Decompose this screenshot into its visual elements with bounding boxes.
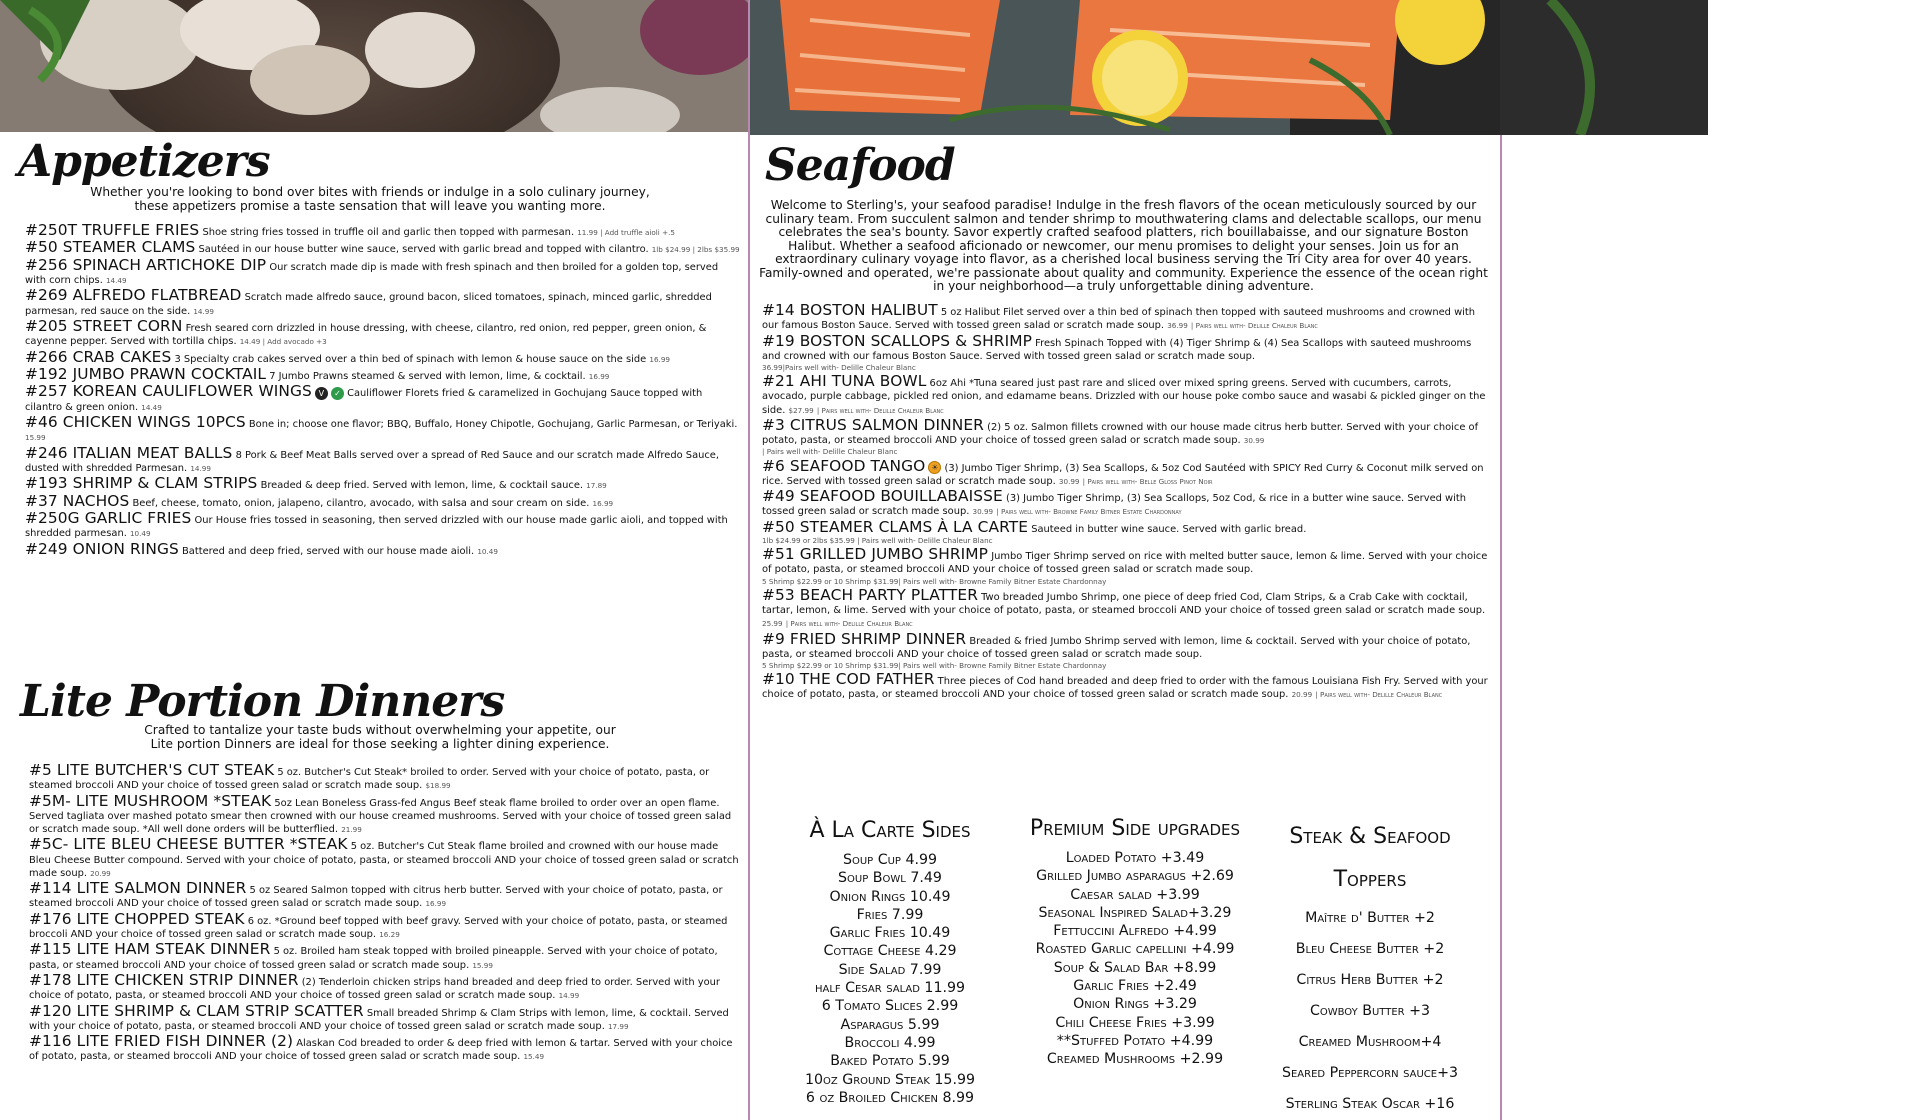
side-item: Baked Potato 5.99 [830,1053,950,1070]
menu-item [762,372,1492,417]
side-item: Loaded Potato +3.49 [1065,850,1205,866]
item-description: Our House fries tossed in seasoning, then served drizzled with our house made garlic aioli, and topped with shredded parmesan. [25,514,728,540]
toppers-title [1270,815,1470,901]
item-name: #53 BEACH PARTY PLATTER [762,585,979,604]
side-item: Onion Rings 10.49 [829,888,951,905]
item-name: #266 CRAB CAKES [25,347,172,366]
menu-item [25,443,740,475]
item-price: 16.99 [649,354,670,364]
menu-item [25,382,740,413]
side-item: Soup Cup 4.99 [842,852,938,868]
menu-item [762,331,1492,373]
toppers-title-line2: Toppers [1333,867,1407,892]
item-name: #21 AHI TUNA BOWL [762,372,927,391]
item-description: Jumbo Tiger Shrimp served on rice with melted butter sauce, lemon & lime. Served with your choice of potato, pasta, or steamed broccoli AND your choice of tossed green salad or scratch made soup. [762,551,1488,576]
menu-item [29,970,739,1002]
item-name: #37 NACHOS [25,491,130,510]
item-description: 5 oz Seared Salmon topped with citrus herb butter. Served with your choice of potato, pasta, or steamed broccoli AND your choice of tossed green salad or scratch made soup. [29,885,723,910]
side-item: half Cesar salad 11.99 [814,980,966,997]
item-price-note: 36.99|Pairs well with- Delille Chaleur Blanc [762,363,916,372]
side-item: Soup & Salad Bar +8.99 [1053,959,1217,976]
item-price: 36.99 [1167,321,1188,331]
clams-photo [0,0,748,132]
item-name: #3 CITRUS SALMON DINNER [762,415,984,434]
item-price-note: 1lb $24.99 or 2lbs $35.99 | Pairs well with- Delille Chaleur Blanc [762,535,993,545]
menu-item [762,415,1492,457]
item-price: 20.99 [1291,690,1313,700]
side-item: Garlic Fries +2.49 [1073,978,1197,995]
item-price-note: 5 Shrimp $22.99 or 10 Shrimp $31.99| Pairs well with- Browne Family Bitner Estate Chardonnay [762,660,1107,670]
item-description: Shoe string fries tossed in truffle oil and garlic then topped with parmesan. [202,227,575,238]
item-description: Our scratch made dip is made with fresh spinach and then broiled for a golden top, served with corn chips. [25,261,719,286]
side-item: Grilled Jumbo asparagus +2.69 [1036,868,1234,885]
item-description: Sautéed in our house butter wine sauce, served with garlic bread and topped with cilantro. [198,244,649,256]
item-price: 21.99 [341,825,362,834]
menu-item [25,238,740,257]
seafood-list [762,301,1492,704]
item-description: Breaded & fried Jumbo Shrimp served with lemon, lime & cocktail. Served with your choice of potato, pasta, or steamed broccoli AND your choice of tossed green salad or scratch made soup. [762,635,1471,660]
menu-item [25,491,740,510]
item-wine-pairing: | Pairs well with- Delille Chaleur Blanc [785,619,913,629]
item-price: 14.49 | Add avocado +3 [239,337,327,347]
item-name: #5M- LITE MUSHROOM *STEAK [29,791,272,810]
item-wine-pairing: | Pairs well with- Browne Family Bitner Estate Chardonnay [996,507,1182,517]
menu-item [25,316,740,348]
sides-section [780,817,1000,1107]
sides-list [780,851,1000,1107]
item-name: #192 JUMBO PRAWN COCKTAIL [25,364,267,383]
item-description: Bone in; choose one flavor; BBQ, Buffalo, Honey Chipotle, Gochujang, Garlic Parmesan, or Teriyaki. [248,418,738,430]
menu-item [25,286,740,317]
item-description: (2) Tenderloin chicken strips hand breaded and deep fried to order. Served with your choice of potato, pasta, or steamed broccoli AND your choice of tossed green salad or scratch made soup. [29,976,720,1002]
item-price: 1lb $24.99 | 2lbs $35.99 [651,245,740,255]
item-price: 15.49 [523,1052,545,1062]
seafood-heading: Seafood [765,140,955,191]
item-price: 14.99 [193,306,214,316]
item-price: 10.49 [129,529,151,539]
menu-item [25,255,740,287]
column-divider-right [1500,135,1502,1120]
sides-title: À La Carte Sides [809,818,971,843]
item-price: $27.99 [788,405,814,415]
menu-item [25,221,740,239]
menu-item [25,364,740,383]
item-description: Sauteed in butter wine sauce. Served with garlic bread. [1031,523,1307,535]
item-description: Two breaded Jumbo Shrimp, one piece of deep fried Cod, Clam Strips, & a Crab Cake with cocktail, tartar, lemon, & lime. Served with your choice of potato, pasta, or steamed broccoli AND your choice of tossed green salad or scratch made soup. [762,591,1486,616]
item-price: 30.99 [972,507,994,517]
menu-item [762,629,1492,671]
item-name: #205 STREET CORN [25,316,183,335]
item-price-note: | Pairs well with- Delille Chaleur Blanc [762,447,898,457]
item-description: Fresh seared corn drizzled in house dressing, with cheese, cilantro, red onion, red pepper, green onion, & cayenne pepper. Served with tortilla chips. [25,322,707,348]
item-description: Breaded & deep fried. Served with lemon, lime, & cocktail sauce. [260,480,584,492]
seafood-intro: Welcome to Sterling's, your seafood paradise! Indulge in the fresh flavors of the ocean meticulously sourced by our culinary team. From succulent salmon and tender shrimp to mouthwatering clams and delectable scallops, our menu celebrates the sea's bounty. Savor expertly crafted seafood platters, rich bouillabaisse, and our signature Boston Halibut. Whether a seafood aficionado or newcomer, our menu promises to delight your senses. Join us for an extraordinary culinary voyage into flavor, as a cherished local business serving the Tri City area for over 40 years. Family-owned and operated, we're passionate about quality and community. Experience the essence of the ocean right in your neighborhood—a truly unforgettable dining adventure. [759,198,1488,293]
item-description: 5oz Lean Boneless Grass-fed Angus Beef steak flame broiled to order over an open flame. Served tagliata over mashed potato smear then crowned with our house creamed mushrooms. Served with your choice of tossed green salad or scratch made soup. *All well done orders will be butterflied. [29,797,732,835]
item-name: #115 LITE HAM STEAK DINNER [29,940,271,959]
item-price: 16.99 [425,899,447,909]
appetizers-list [25,221,740,560]
side-item: Maître d' Butter +2 [1305,910,1435,926]
item-wine-pairing: | Pairs well with- Delille Chaleur Blanc [1190,321,1318,331]
menu-item [762,670,1492,701]
menu-item [29,835,739,880]
item-price: 11.99 | Add truffle aioli +.5 [577,228,675,237]
menu-item [25,347,740,366]
item-description: 6oz Ahi *Tuna seared just past rare and sliced over mixed spring greens. Served with cucumbers, carrots, avocado, purple cabbage, pickled red onion, and edamame beans. Drizzled with our house poke combo sauce and wasabi & pickled ginger on the side. [762,378,1486,416]
item-price: 16.99 [592,498,614,508]
menu-item [762,301,1492,332]
item-description: Alaskan Cod breaded to order & deep fried with lemon & tartar. Served with your choice of potato, pasta, or steamed broccoli AND your choice of tossed green salad or scratch made soup. [29,1038,733,1063]
item-description: Fresh Spinach Topped with (4) Tiger Shrimp & (4) Sea Scallops with sauteed mushrooms and crowned with our famous Boston Sauce. Served with tossed green salad or scratch made soup. [762,337,1472,362]
item-description: 7 Jumbo Prawns steamed & served with lemon, lime, & cocktail. [269,370,586,382]
item-price: 30.99 [1243,436,1265,446]
side-item: Soup Bowl 7.49 [838,870,942,887]
item-name: #249 ONION RINGS [25,539,179,558]
item-description: Cauliflower Florets fried & caramelized in Gochujang Sauce topped with cilantro & green onion. [25,388,703,413]
item-description: (3) Jumbo Tiger Shrimp, (3) Sea Scallops, 5oz Cod, & rice in a butter wine sauce. Served with tossed green salad or scratch made soup. [762,493,1467,518]
item-name: #6 SEAFOOD TANGO [762,456,926,475]
side-item: Cowboy Butter +3 [1309,1003,1431,1019]
item-name: #50 STEAMER CLAMS À LA CARTE [762,517,1029,536]
side-item: 10oz Ground Steak 15.99 [804,1071,976,1088]
side-item: Onion Rings +3.29 [1073,996,1197,1013]
item-description: (2) 5 oz. Salmon fillets crowned with our house made citrus herb butter. Served with your choice of potato, pasta, or steamed broccoli AND your choice of tossed green salad or scratch made soup. [762,421,1479,447]
item-price: 15.99 [25,433,46,443]
menu-item [25,539,740,558]
item-name: #120 LITE SHRIMP & CLAM STRIP SCATTER [29,1001,364,1020]
item-price: 14.99 [190,463,211,473]
menu-item [29,879,739,910]
item-description: 5 oz. Broiled ham steak topped with broiled pineapple. Served with your choice of potato, pasta, or steamed broccoli AND your choice of tossed green salad or scratch made soup. [29,946,718,971]
item-name: #10 THE COD FATHER [762,670,935,689]
menu-item [25,412,740,444]
menu-item [762,487,1492,518]
item-price: 25.99 [762,619,783,629]
item-price: 16.29 [379,929,400,939]
gluten-free-badge-icon: ✓ [331,387,344,400]
side-item: Broccoli 4.99 [844,1034,936,1051]
side-item: Side Salad 7.99 [838,961,942,978]
item-price: 15.99 [472,960,493,970]
menu-item [25,474,740,493]
item-wine-pairing: | Pairs well with- Delille Chaleur Blanc [816,405,944,415]
appetizers-heading: Appetizers [18,136,270,187]
menu-item [762,545,1492,586]
menu-item [762,456,1492,488]
item-name: #46 CHICKEN WINGS 10PCS [25,412,246,431]
item-name: #5C- LITE BLEU CHEESE BUTTER *STEAK [29,835,348,854]
item-price: 14.49 [141,402,162,412]
side-item: Creamed Mushrooms +2.99 [1046,1051,1224,1068]
item-name: #116 LITE FRIED FISH DINNER (2) [29,1032,294,1051]
item-description: 8 Pork & Beef Meat Balls served over a spread of Red Sauce and our scratch made Alfredo Sauce, dusted with shredded Parmesan. [25,449,720,474]
item-price: 10.49 [477,546,498,556]
lite-heading: Lite Portion Dinners [20,676,505,727]
item-name: #269 ALFREDO FLATBREAD [25,286,242,305]
menu-item [29,761,739,792]
side-item: 6 Tomato Slices 2.99 [821,998,959,1015]
item-description: Scratch made alfredo sauce, ground bacon, sliced tomatoes, spinach, minced garlic, shredded parmesan, red sauce on the side. [25,292,712,317]
item-name: #9 FRIED SHRIMP DINNER [762,629,967,648]
item-price: 14.49 [105,275,127,285]
item-description: Small breaded Shrimp & Clam Strips with lemon, lime, & cocktail. Served with your choice of potato, pasta, or steamed broccoli AND your choice of tossed green salad or scratch made soup. [29,1007,729,1032]
item-price: 16.99 [588,371,610,381]
item-name: #49 SEAFOOD BOUILLABAISSE [762,487,1003,506]
item-name: #176 LITE CHOPPED STEAK [29,909,245,928]
side-item: Seasonal Inspired Salad+3.29 [1038,904,1232,921]
side-item: Creamed Mushroom+4 [1298,1034,1442,1050]
item-name: #51 GRILLED JUMBO SHRIMP [762,545,989,564]
item-name: #193 SHRIMP & CLAM STRIPS [25,474,258,493]
menu-item [29,791,739,837]
side-item: Asparagus 5.99 [840,1016,940,1033]
side-item: Cottage Cheese 4.29 [823,943,957,960]
side-item: Chili Cheese Fries +3.99 [1055,1014,1215,1031]
item-price-note: 5 Shrimp $22.99 or 10 Shrimp $31.99| Pairs well with- Browne Family Bitner Estate Chardonnay [762,576,1107,586]
item-name: #5 LITE BUTCHER'S CUT STEAK [29,761,275,779]
item-price: 17.89 [586,481,607,491]
side-item: Bleu Cheese Butter +2 [1295,941,1445,957]
item-name: #257 KOREAN CAULIFLOWER WINGS [25,382,312,401]
side-item: Sterling Steak Oscar +16 [1285,1096,1455,1112]
side-item: Garlic Fries 10.49 [829,925,951,942]
upgrades-list [1010,849,1260,1069]
upgrades-section [1010,815,1260,1069]
side-item: Caesar salad +3.99 [1070,886,1200,903]
item-description: 6 oz. *Ground beef topped with beef gravy. Served with your choice of potato, pasta, or steamed broccoli AND your choice of tossed green salad or scratch made soup. [29,915,728,940]
vegan-badge-icon: V [315,387,328,400]
side-item: Seared Peppercorn sauce+3 [1281,1065,1459,1081]
item-name: #246 ITALIAN MEAT BALLS [25,443,233,462]
menu-item [29,1032,739,1063]
item-description: (3) Jumbo Tiger Shrimp, (3) Sea Scallops, & 5oz Cod Sautéed with SPICY Red Curry & Coconut milk served on rice. Served with tossed green salad or scratch made soup. [762,462,1484,487]
item-name: #250G GARLIC FRIES [25,508,192,527]
toppers-list [1270,903,1470,1120]
item-price: 17.99 [607,1021,629,1031]
side-item: **Stuffed Potato +4.99 [1056,1032,1214,1049]
side-item: Fries 7.99 [856,906,924,923]
toppers-section [1270,815,1470,1120]
item-description: 5 oz. Butcher's Cut Steak* broiled to order. Served with your choice of potato, pasta, or steamed broccoli AND your choice of tossed green salad or scratch made soup. [29,767,710,792]
item-price: 14.99 [558,991,580,1001]
upgrades-title: Premium Side upgrades [1029,816,1241,841]
item-name: #50 STEAMER CLAMS [25,238,196,257]
menu-item [29,1001,739,1033]
item-description: Three pieces of Cod hand breaded and deep fried to order with the famous Louisiana Fish Fry. Served with your choice of potato, pasta, or steamed broccoli AND your choice of tossed green salad or scratch made soup. [762,676,1488,701]
item-price: 30.99 [1058,476,1080,486]
item-name: #114 LITE SALMON DINNER [29,879,247,898]
menu-item [762,585,1492,631]
lite-intro: Crafted to tantalize your taste buds without overwhelming your appetite, our Lite portion Dinners are ideal for those seeking a lighter dining experience. [144,723,616,751]
column-divider-left [748,0,750,1120]
item-description: Beef, cheese, tomato, onion, jalapeno, cilantro, avocado, with salsa and sour cream on side. [132,497,590,509]
item-name: #19 BOSTON SCALLOPS & SHRIMP [762,331,1032,350]
item-name: #178 LITE CHICKEN STRIP DINNER [29,970,299,989]
item-name: #14 BOSTON HALIBUT [762,301,938,319]
item-name: #256 SPINACH ARTICHOKE DIP [25,255,267,274]
toppers-title-line1: Steak & Seafood [1289,824,1451,849]
menu-item [25,508,740,540]
appetizers-intro: Whether you're looking to bond over bites with friends or indulge in a solo culinary journey, these appetizers promise a taste sensation that will leave you wanting more. [90,185,650,213]
item-description: 3 Specialty crab cakes served over a thin bed of spinach with lemon & house sauce on the side [174,353,647,365]
item-wine-pairing: | Pairs well with- Belle Gloss Pinot Noir [1082,476,1213,486]
item-description: Battered and deep fried, served with our house made aioli. [182,545,475,557]
spicy-badge-icon: ☀ [928,461,941,474]
item-price: $18.99 [425,781,451,791]
menu-item [762,517,1492,546]
side-item: Fettuccini Alfredo +4.99 [1053,923,1217,940]
item-name: #250T TRUFFLE FRIES [25,221,200,239]
item-description: 5 oz Halibut Filet served over a thin bed of spinach then topped with sauteed mushrooms and crowned with our famous Boston Sauce. Served with tossed green salad or scratch made soup. [762,307,1476,332]
lite-list [29,761,739,1066]
menu-item [29,940,739,971]
item-price: 20.99 [90,868,111,878]
menu-item [29,909,739,941]
side-item: Roasted Garlic capellini +4.99 [1035,941,1235,958]
side-item: Citrus Herb Butter +2 [1296,972,1444,988]
item-wine-pairing: | Pairs well with- Delille Chaleur Blanc [1315,690,1443,700]
salmon-photo [750,0,1708,135]
item-description: 5 oz. Butcher's Cut Steak flame broiled and crowned with our house made Bleu Cheese Butter compound. Served with your choice of potato, pasta, or steamed broccoli AND your choice of tossed green salad or scratch made soup. [29,841,739,879]
side-item: 6 oz Broiled Chicken 8.99 [805,1089,975,1106]
